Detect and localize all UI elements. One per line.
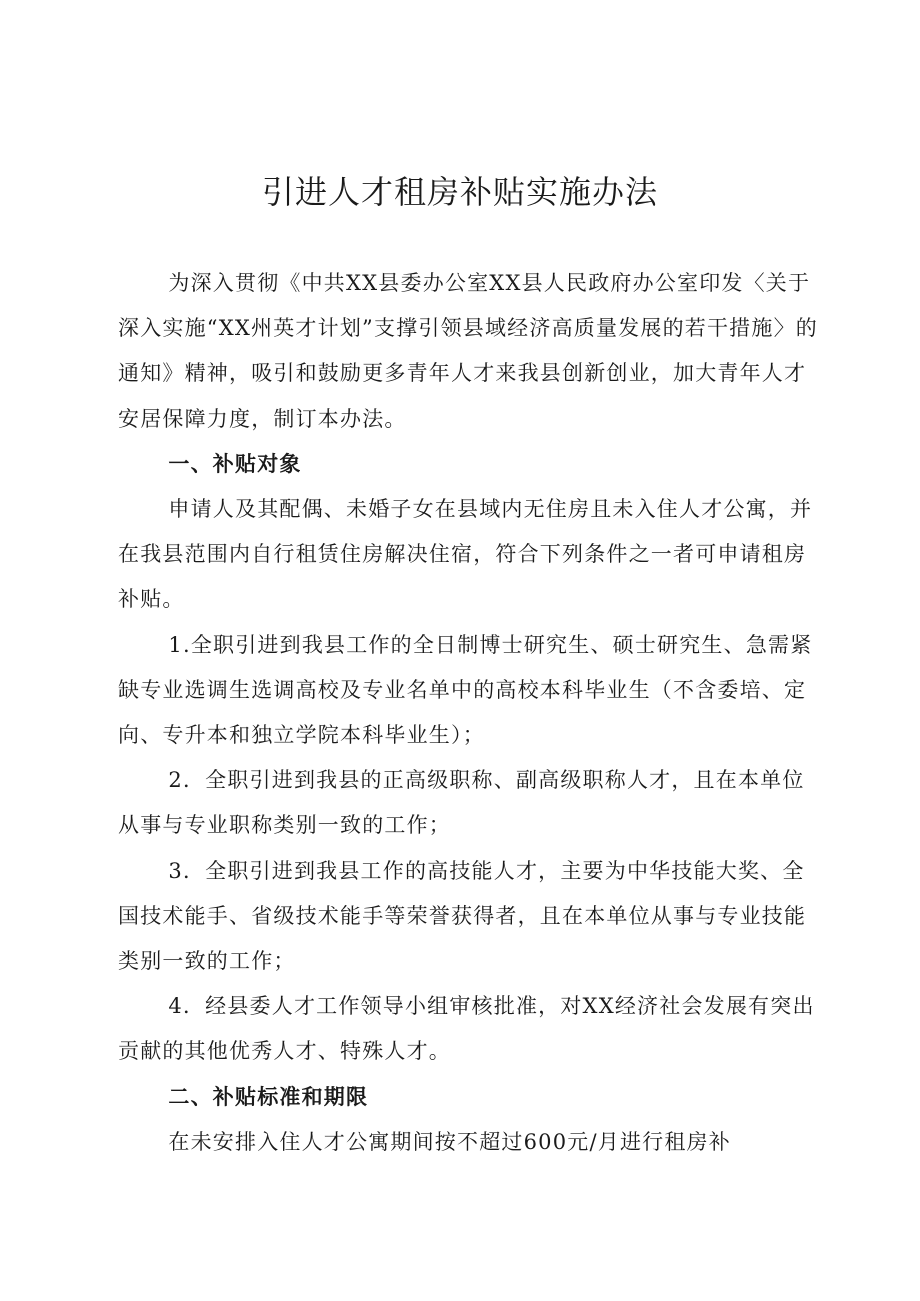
intro-paragraph: 为深入贯彻《中共XX县委办公室XX县人民政府办公室印发〈关于深入实施“XX州英才计划”支撑引领县域经济高质量发展的若干措施〉的通知》精神，吸引和鼓励更多青年人才来我县创新创业，加大青年人才安居保障力度，制订本办法。 (118, 271, 818, 431)
section1-lead-paragraph: 申请人及其配偶、未婚子女在县域内无住房且未入住人才公寓，并在我县范围内自行租赁住房解决住宿，符合下列条件之一者可申请租房补贴。 (118, 497, 813, 612)
condition-item-1: 1.全职引进到我县工作的全日制博士研究生、硕士研究生、急需紧缺专业选调生选调高校及专业名单中的高校本科毕业生（不含委培、定向、专升本和独立学院本科毕业生）； (118, 632, 813, 748)
condition-item-3: 3．全职引进到我县工作的高技能人才，主要为中华技能大奖、全国技术能手、省级技术能手等荣誉获得者，且在本单位从事与专业技能类别一致的工作； (118, 858, 807, 974)
condition-item-4: 4．经县委人才工作领导小组审核批准，对XX经济社会发展有突出贡献的其他优秀人才、特殊人才。 (118, 994, 815, 1064)
section-heading-subsidy-standard: 二、补贴标准和期限 (168, 1084, 369, 1109)
document-title: 引进人才租房补贴实施办法 (261, 173, 658, 211)
document-body (118, 261, 818, 1165)
section2-lead-paragraph: 在未安排入住人才公寓期间按不超过600元/月进行租房补 (168, 1129, 731, 1154)
condition-item-2: 2．全职引进到我县的正高级职称、副高级职称人才，且在本单位从事与专业职称类别一致的工作； (118, 768, 805, 838)
section-heading-subsidy-target: 一、补贴对象 (168, 451, 302, 476)
